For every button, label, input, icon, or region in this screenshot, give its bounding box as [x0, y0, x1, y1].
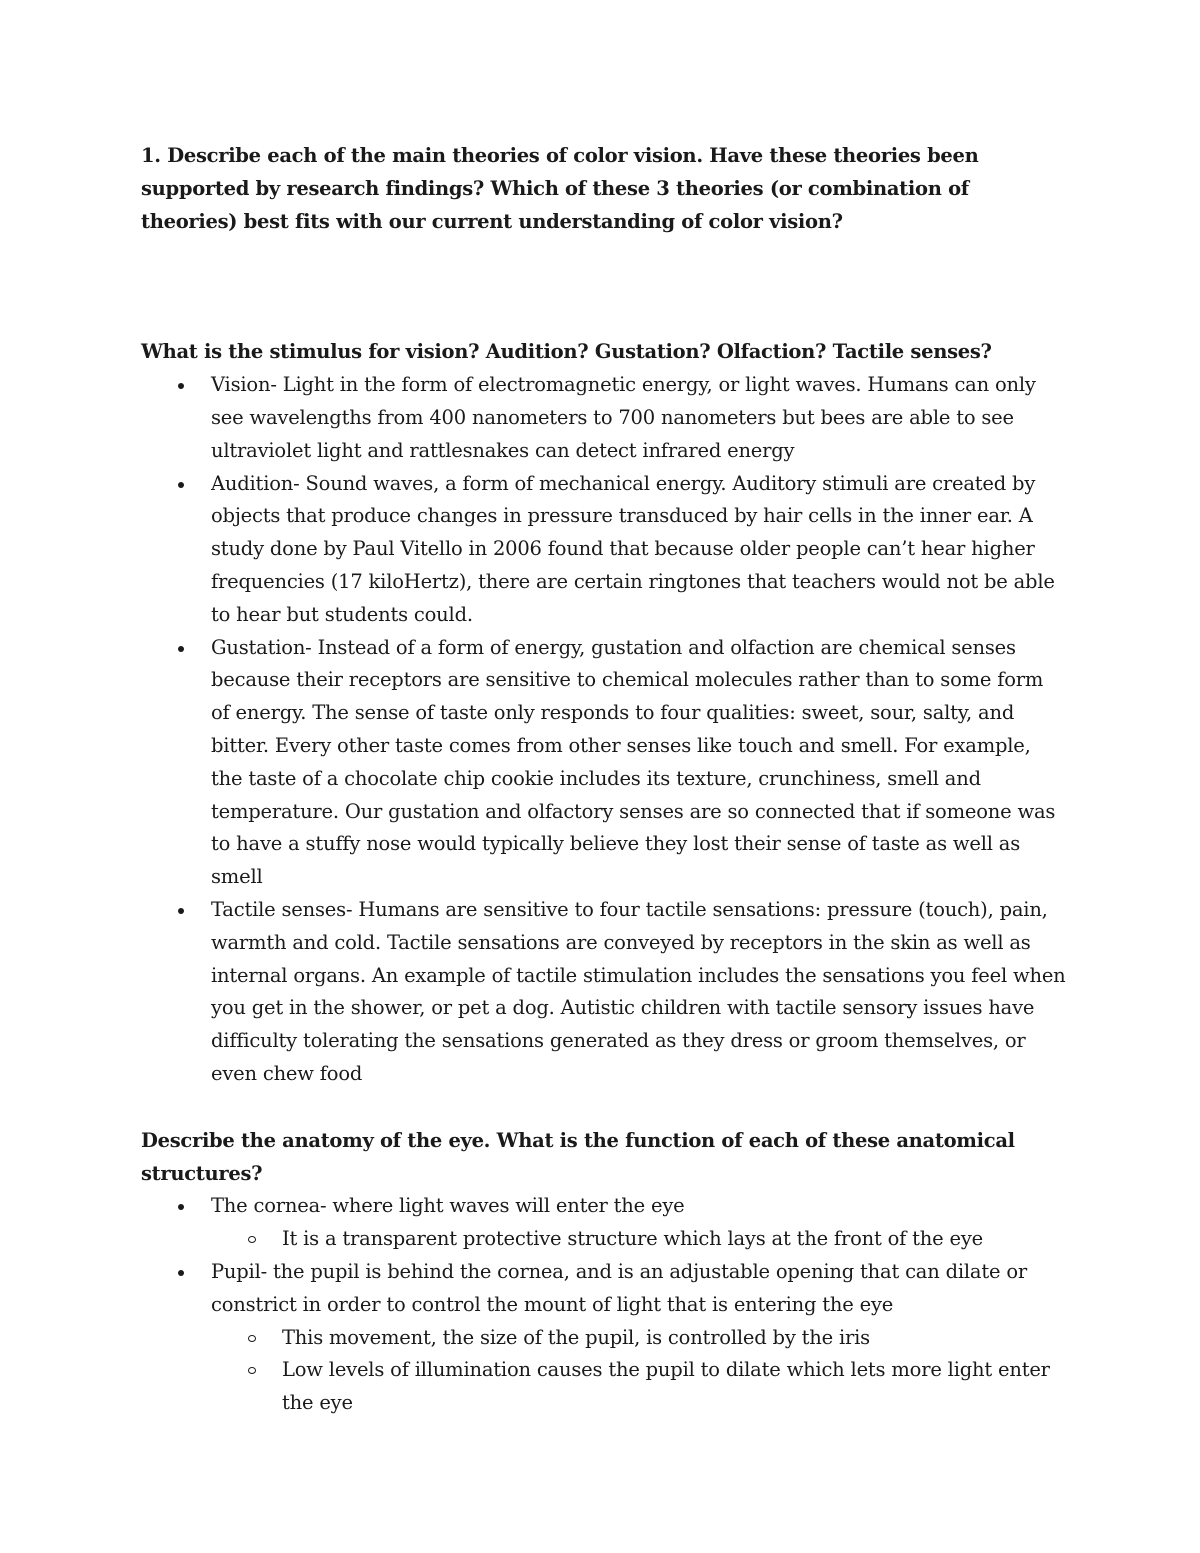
sublist-item-cornea-transparent: It is a transparent protective structure which lays at the front of the eye [282, 1223, 1066, 1256]
list-item-vision: Vision- Light in the form of electromagnetic energy, or light waves. Humans can only see wavelengths from 400 nanometers to 700 nanometers but bees are able to see ultraviolet light and rattlesnakes can detect infrared energy [211, 369, 1066, 467]
cornea-sublist [211, 1223, 1066, 1256]
list-item-tactile: Tactile senses- Humans are sensitive to four tactile sensations: pressure (touch), pain, warmth and cold. Tactile sensations are conveyed by receptors in the skin as well as internal organs. An example of tactile stimulation includes the sensations you feel when you get in the shower, or pet a dog. Autistic children with tactile sensory issues have difficulty tolerating the sensations generated as they dress or groom themselves, or even chew food [211, 894, 1066, 1091]
list-item-pupil [211, 1256, 1066, 1420]
senses-list [141, 369, 1066, 1091]
anatomy-list [141, 1190, 1066, 1420]
list-item-cornea [211, 1190, 1066, 1256]
question-eye-anatomy: Describe the anatomy of the eye. What is the function of each of these anatomical structures? [141, 1128, 1015, 1185]
sublist-item-pupil-iris: This movement, the size of the pupil, is controlled by the iris [282, 1322, 1066, 1355]
cornea-text: The cornea- where light waves will enter the eye [211, 1194, 685, 1218]
pupil-text: Pupil- the pupil is behind the cornea, and is an adjustable opening that can dilate or constrict in order to control the mount of light that is entering the eye [211, 1259, 1027, 1316]
list-item-gustation: Gustation- Instead of a form of energy, gustation and olfaction are chemical senses because their receptors are sensitive to chemical molecules rather than to some form of energy. The sense of taste only responds to four qualities: sweet, sour, salty, and bitter. Every other taste comes from other senses like touch and smell. For example, the taste of a chocolate chip cookie includes its texture, crunchiness, smell and temperature. Our gustation and olfactory senses are so connected that if someone was to have a stuffy nose would typically believe they lost their sense of taste as well as smell [211, 632, 1066, 894]
list-item-audition: Audition- Sound waves, a form of mechanical energy. Auditory stimuli are created by objects that produce changes in pressure transduced by hair cells in the inner ear. A study done by Paul Vitello in 2006 found that because older people can’t hear higher frequencies (17 kiloHertz), there are certain ringtones that teachers would not be able to hear but students could. [211, 468, 1066, 632]
question-color-vision: 1. Describe each of the main theories of color vision. Have these theories been supported by research findings? Which of these 3 theories (or combination of theories) best fits with our current understanding of color vision? [141, 144, 979, 233]
sublist-item-pupil-dilate: Low levels of illumination causes the pupil to dilate which lets more light enter the eye [282, 1354, 1066, 1420]
document-page [141, 140, 1066, 1420]
pupil-sublist [211, 1322, 1066, 1420]
question-stimulus: What is the stimulus for vision? Audition? Gustation? Olfaction? Tactile senses? [141, 340, 992, 364]
